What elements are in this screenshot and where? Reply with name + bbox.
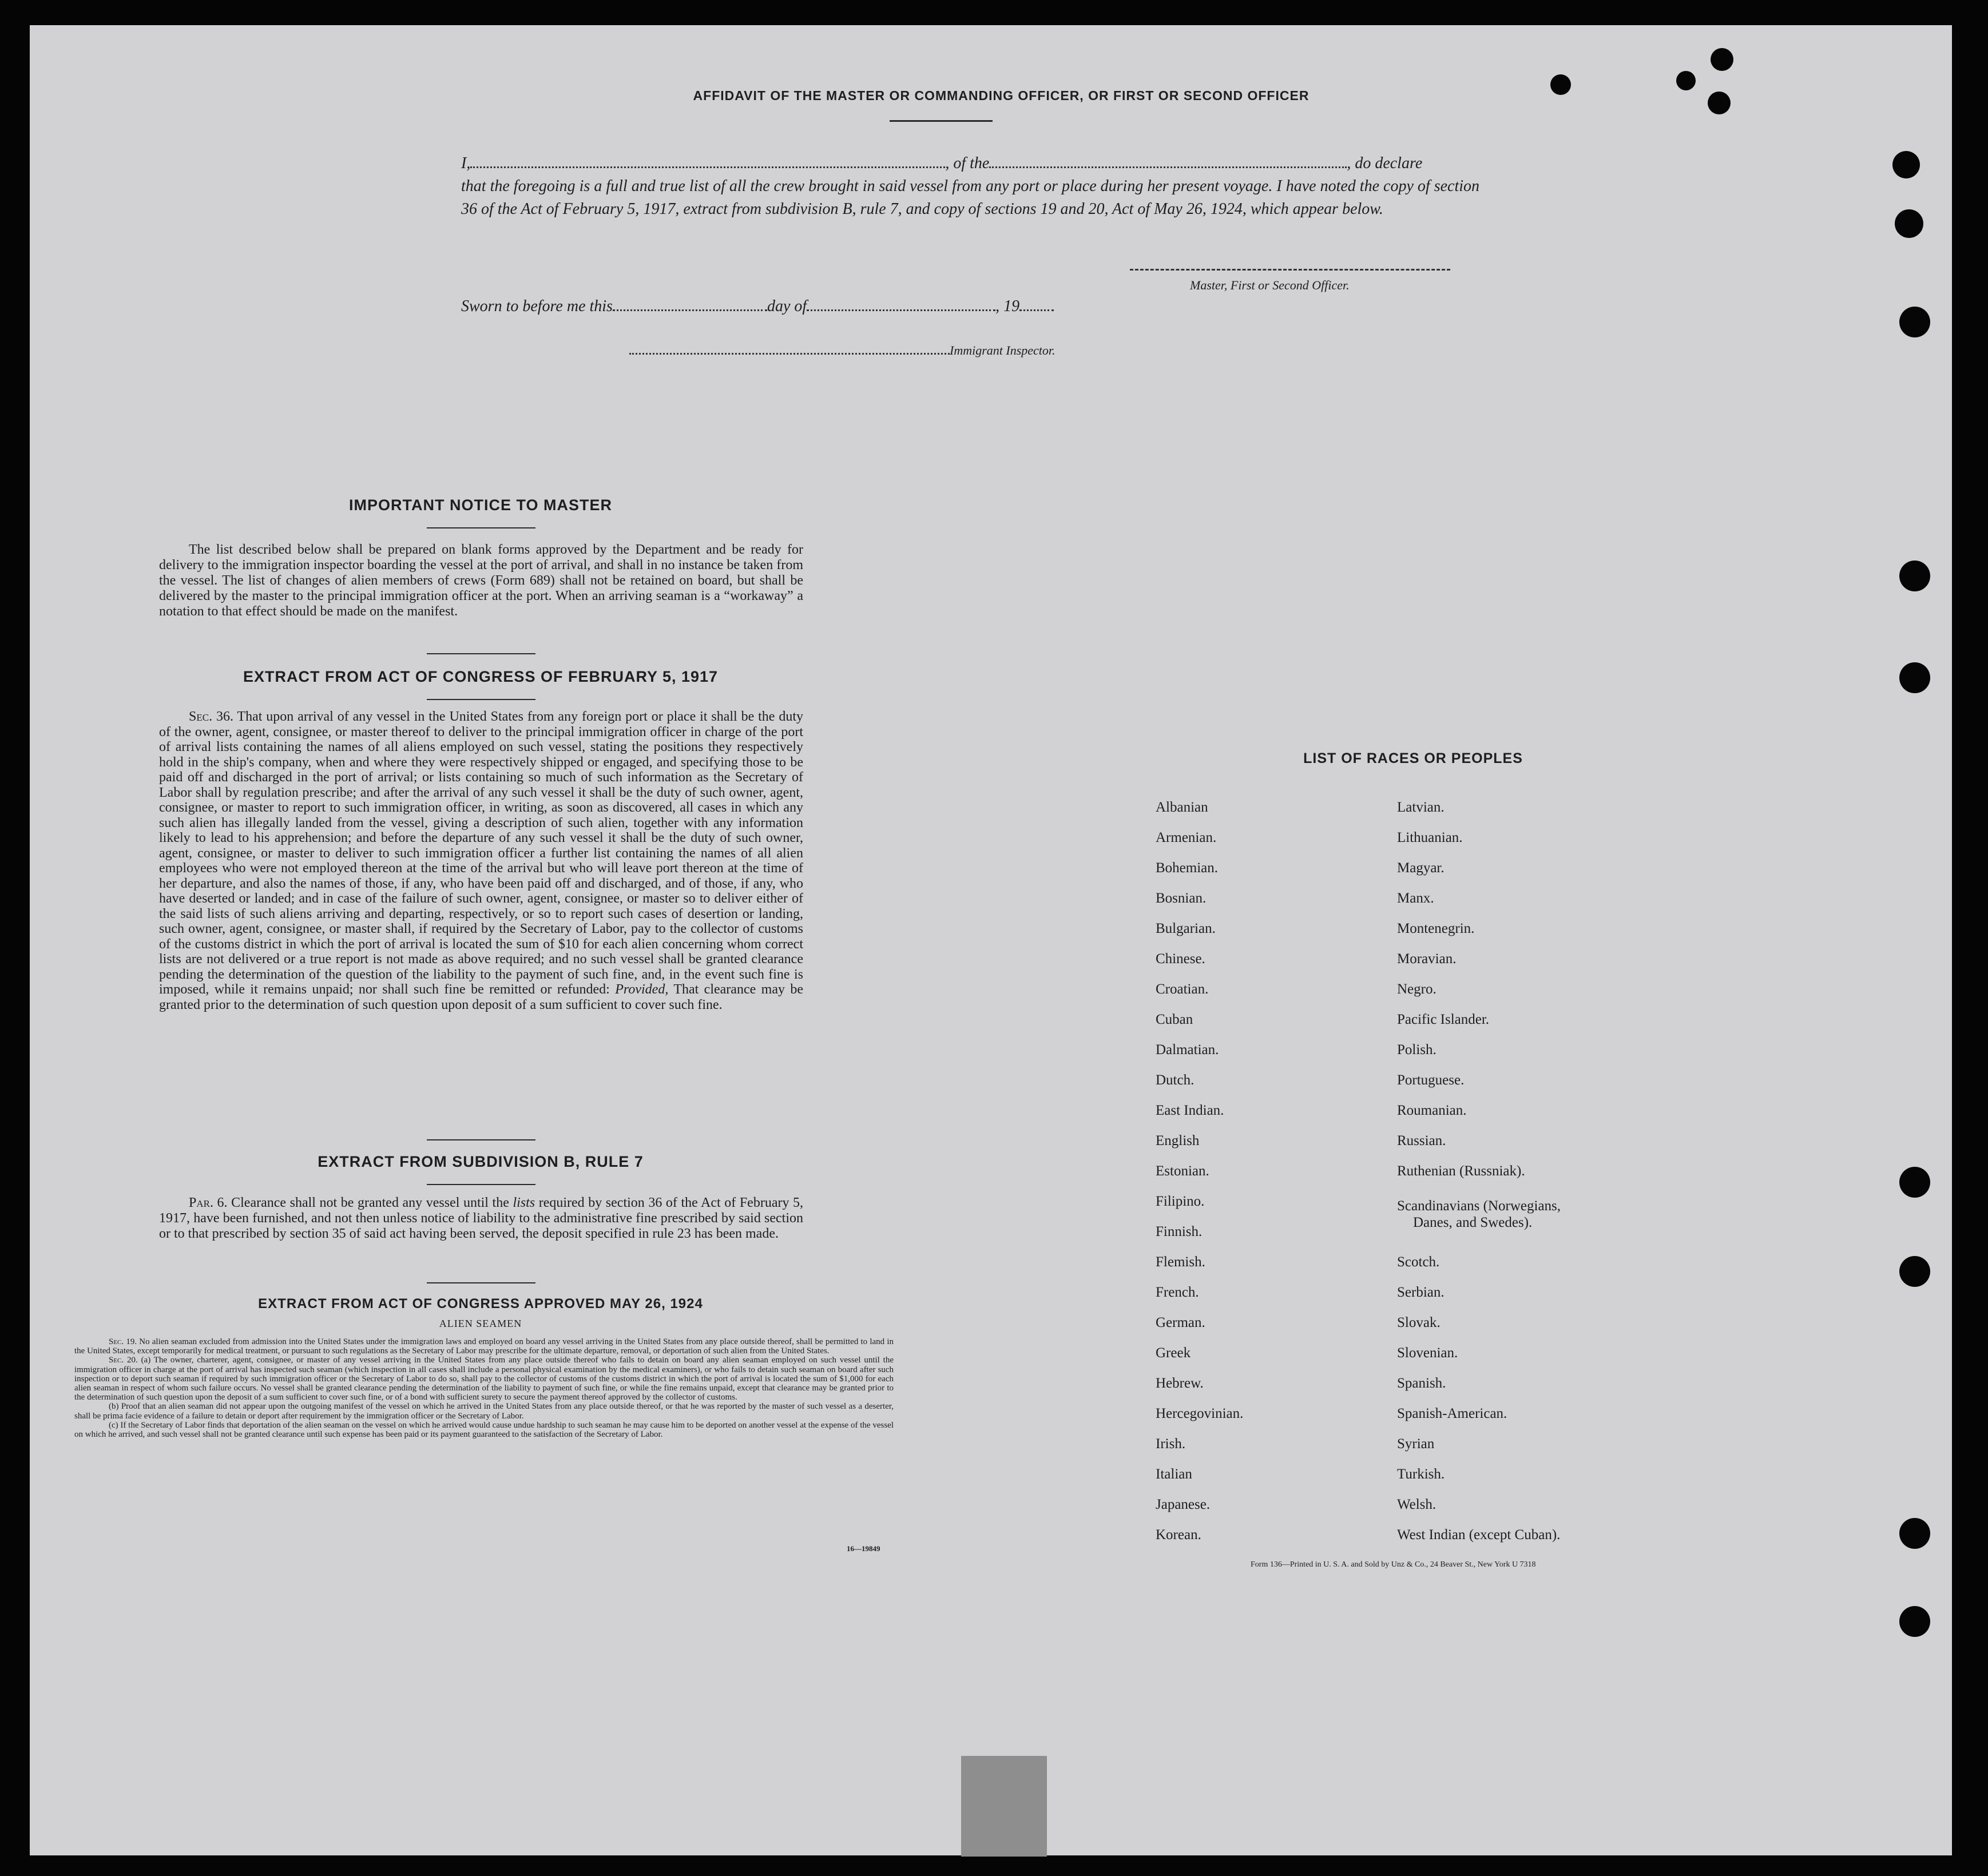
sworn-prefix: Sworn to before me this [461, 297, 613, 315]
signature-label: Master, First or Second Officer. [1190, 278, 1350, 292]
notice-title: IMPORTANT NOTICE TO MASTER [349, 496, 612, 514]
race-item: Scandinavians (Norwegians, [1397, 1198, 1561, 1214]
race-item: Italian [1156, 1466, 1192, 1482]
extract-1917-title: EXTRACT FROM ACT OF CONGRESS OF FEBRUARY 5, 1917 [243, 668, 719, 685]
sec-20a-text: (a) The owner, charterer, agent, consignee, or master of any vessel arriving in the United States from any place outside thereof who fails to detain on board any alien seaman employed on such vessel until the immigration officer in charge at the port of arrival has inspected such seaman (which inspection in all cases shall include a personal physical examination by the medical examiners), or who fails to detain such seaman on board after such inspection or to deport such seaman if required by such immigration officer or the Secretary of Labor to do so, shall pay to the collector of customs of the customs district in which the port of arrival is located the sum of $1,000 for each alien seaman in respect of whom such failure occurs. No vessel shall be granted clearance pending the determination of the liability to payment of such fine, or while the fine remains unpaid, except that clearance may be granted prior to the determination of such question upon the deposit of a sum sufficient to cover such fine, or of a bond with sufficient surety to secure the payment thereof approved by the collector of customs. [74, 1356, 894, 1402]
sec-19-label: Sec. 19. [109, 1337, 137, 1346]
race-item: Welsh. [1397, 1497, 1437, 1512]
par-6-label: Par. 6. [189, 1195, 228, 1210]
notice-end-rule [427, 653, 535, 654]
race-item: Lithuanian. [1397, 830, 1463, 845]
race-item: Danes, and Swedes). [1413, 1215, 1533, 1230]
sworn-year-field[interactable] [1019, 309, 1054, 311]
races-title: LIST OF RACES OR PEOPLES [1303, 750, 1523, 766]
race-item: Negro. [1397, 981, 1437, 997]
vessel-name-field[interactable] [989, 166, 1347, 168]
declarant-prefix: I, [461, 154, 471, 172]
race-item: Flemish. [1156, 1254, 1205, 1270]
race-item: Syrian [1397, 1436, 1435, 1452]
title-rule [890, 120, 993, 122]
declarant-name-field[interactable] [470, 166, 945, 168]
notice-rule [427, 527, 535, 528]
punch-hole [1899, 307, 1930, 337]
punch-hole [1711, 48, 1733, 71]
race-item: Chinese. [1156, 951, 1205, 967]
affidavit-declaration [461, 152, 1479, 221]
rule7-body [159, 1195, 803, 1242]
tape-remnant [961, 1756, 1047, 1857]
punch-hole [1550, 74, 1571, 95]
race-item: Pacific Islander. [1397, 1012, 1490, 1027]
punch-hole [1708, 92, 1731, 114]
par-6-text-a: Clearance shall not be granted any vessel until the [231, 1195, 509, 1210]
race-item: Dutch. [1156, 1072, 1195, 1088]
race-item: Albanian [1156, 800, 1208, 815]
race-item: Spanish. [1397, 1376, 1446, 1391]
affidavit-body: that the foregoing is a full and true list of all the crew brought in said vessel from any port or place during her present voyage. I have noted the copy of section 36 of the Act of February 5, 1917, extract from subdivision B, rule 7, and copy of sections 19 and 20, Act of May 26, 1924, which appear below. [461, 177, 1479, 218]
race-item: Greek [1156, 1345, 1191, 1361]
rule7-rule [427, 1184, 535, 1185]
race-item: Ruthenian (Russniak). [1397, 1163, 1525, 1179]
race-item: Slovenian. [1397, 1345, 1458, 1361]
race-item: Turkish. [1397, 1466, 1445, 1482]
notice-paragraph: The list described below shall be prepared on blank forms approved by the Department and be ready for delivery to the immigration inspector boarding the vessel at the port of arrival, and shall in no instance be taken from the vessel. The list of changes of alien members of crews (Form 689) shall not be retained on board, but shall be delivered by the master to the principal immigration officer at the port. When an arriving seaman is a “workaway” a notation to that effect should be made on the manifest. [159, 542, 803, 619]
race-item: Slovak. [1397, 1315, 1441, 1330]
act-1924-body [74, 1337, 894, 1439]
race-item: Polish. [1397, 1042, 1437, 1058]
provided-word: Provided, [615, 982, 669, 997]
inspector-line [629, 343, 1055, 358]
sec-36-text: That upon arrival of any vessel in the United States from any foreign port or place it shall be the duty of the owner, agent, consignee, or master thereof to deliver to the principal immigration officer in charge of the port of arrival lists containing the names of all aliens employed on such vessel, stating the positions they respectively hold in the ship's company, when and where they were respectively shipped or engaged, and specifying those to be paid off and discharged in the port of arrival; or lists containing so much of such information as the Secretary of Labor shall by regulation prescribe; and after the arrival of any such vessel it shall be the duty of such owner, agent, consignee, or master to report to such immigration officer, in writing, as soon as discovered, all cases in which any such alien has illegally landed from the vessel, giving a description of such alien, together with any information likely to lead to his apprehension; and before the departure of any such vessel it shall be the duty of such owner, agent, consignee, or master to deliver to such immigration officer a further list containing the names of all alien employees who were not employed thereon at the time of the arrival but who will leave port thereon at the time of her departure, and also the names of those, if any, who have been paid off and discharged, and of those, if any, who have deserted or landed; and in case of the failure of such owner, agent, consignee, or master so to deliver either of the said lists of such aliens arriving and departing, respectively, or so to report such cases of desertion or landing, such owner, agent, consignee, or master shall, if required by the Secretary of Labor, pay to the collector of customs of the customs district in which the port of arrival is located the sum of $10 for each alien concerning whom correct lists are not delivered or a true report is not made as above required; and no such vessel shall be granted clearance pending the determination of the question of the liability to the payment of such fine, and, in the event such fine is imposed, while it remains unpaid; nor shall such fine be remitted or refunded: [159, 709, 803, 997]
punch-hole [1899, 1518, 1930, 1549]
rule7-end-rule [427, 1282, 535, 1283]
sec-20c-text: (c) If the Secretary of Labor finds that deportation of the alien seaman on the vessel on which he arrived would cause undue hardship to such seaman he may cause him to be deported on another vessel at the expense of the vessel on which he arrived, and such vessel shall not be granted clearance until such expense has been paid or its payment guaranteed to the satisfaction of the Secretary of Labor. [74, 1420, 894, 1440]
sec-20-label: Sec. 20. [109, 1356, 138, 1365]
race-item: English [1156, 1133, 1200, 1148]
race-item: Hercegovinian. [1156, 1406, 1244, 1421]
race-item: Hebrew. [1156, 1376, 1204, 1391]
notice-body [159, 542, 803, 619]
race-item: German. [1156, 1315, 1205, 1330]
race-item: Manx. [1397, 891, 1434, 906]
race-item: French. [1156, 1285, 1199, 1300]
race-item: Armenian. [1156, 830, 1217, 845]
race-item: Bosnian. [1156, 891, 1207, 906]
punch-hole [1892, 151, 1920, 178]
race-item: Serbian. [1397, 1285, 1445, 1300]
race-item: Russian. [1397, 1133, 1446, 1148]
race-item: Korean. [1156, 1527, 1201, 1543]
race-item: Japanese. [1156, 1497, 1211, 1512]
extract-1917-body [159, 709, 803, 1012]
punch-hole [1899, 1606, 1930, 1637]
race-item: Latvian. [1397, 800, 1445, 815]
race-item: Cuban [1156, 1012, 1193, 1027]
vessel-prefix: , of the [945, 154, 990, 172]
race-item: Roumanian. [1397, 1103, 1467, 1118]
act-1924-title: EXTRACT FROM ACT OF CONGRESS APPROVED MAY 26, 1924 [258, 1296, 703, 1311]
sec-36-label: Sec. 36. [189, 709, 233, 724]
affidavit-title: AFFIDAVIT OF THE MASTER OR COMMANDING OFFICER, OR FIRST OR SECOND OFFICER [693, 88, 1310, 103]
master-signature-field[interactable] [1130, 269, 1450, 271]
punch-hole [1899, 1256, 1930, 1287]
inspector-signature-field[interactable] [629, 353, 950, 355]
punch-hole [1899, 662, 1930, 693]
race-item: Spanish-American. [1397, 1406, 1507, 1421]
sec-20b-text: (b) Proof that an alien seaman did not appear upon the outgoing manifest of the vessel on which he arrived in the United States from any place outside thereof, or that he was reported by the master of such vessel as a deserter, shall be prima facie evidence of a failure to detain or deport after requirement by the immigration officer or the Secretary of Labor. [74, 1402, 894, 1421]
race-item: West Indian (except Cuban). [1397, 1527, 1561, 1543]
race-item: Magyar. [1397, 860, 1445, 876]
par-6-text-b: required by section 36 of the Act of February 5, 1917, have been furnished, and not then unless notice of liability to the administrative fine prescribed by said section or to that prescribed by section 35 of said act having been served, the deposit specified in rule 23 has been made. [159, 1195, 804, 1241]
sworn-day-field[interactable] [613, 309, 767, 311]
race-item: Finnish. [1156, 1224, 1203, 1239]
printer-line: Form 136—Printed in U. S. A. and Sold by Unz & Co., 24 Beaver St., New York U 7318 [1251, 1560, 1536, 1569]
sworn-month-field[interactable] [807, 309, 995, 311]
sworn-line [461, 297, 1054, 316]
sworn-year-label: , 19 [995, 297, 1020, 315]
race-item: Dalmatian. [1156, 1042, 1219, 1058]
race-item: Bulgarian. [1156, 921, 1216, 936]
sec-36-text-end: That clearance may be granted prior to the determination of such question upon deposit of a sum sufficient to cover such fine. [159, 982, 804, 1012]
inspector-label: Immigrant Inspector. [950, 343, 1055, 357]
race-item: Estonian. [1156, 1163, 1209, 1179]
race-item: Bohemian. [1156, 860, 1219, 876]
rule7-title: EXTRACT FROM SUBDIVISION B, RULE 7 [318, 1153, 644, 1170]
punch-hole [1676, 71, 1696, 90]
race-item: Scotch. [1397, 1254, 1440, 1270]
declare-text: , do declare [1347, 154, 1423, 172]
punch-hole [1899, 1167, 1930, 1198]
sec-19-text: No alien seaman excluded from admission into the United States under the immigration laws and employed on board any vessel arriving in the United States from any place outside thereof, shall be permitted to land in the United States, except temporarily for medical treatment, or pursuant to such regulations as the Secretary of Labor may prescribe for the ultimate departure, removal, or deportation of such alien from the United States. [74, 1337, 894, 1356]
sworn-day-label: day of [767, 297, 807, 315]
extract-1917-end-rule [427, 1139, 535, 1140]
race-item: Portuguese. [1397, 1072, 1465, 1088]
race-item: East Indian. [1156, 1103, 1224, 1118]
race-item: Filipino. [1156, 1194, 1205, 1209]
alien-seamen-subtitle: ALIEN SEAMEN [439, 1318, 522, 1329]
race-item: Croatian. [1156, 981, 1209, 997]
lists-word: lists [513, 1195, 535, 1210]
race-item: Moravian. [1397, 951, 1457, 967]
form-code: 16—19849 [847, 1544, 880, 1553]
extract-1917-rule [427, 699, 535, 700]
race-item: Irish. [1156, 1436, 1186, 1452]
race-item: Montenegrin. [1397, 921, 1475, 936]
punch-hole [1895, 209, 1923, 238]
punch-hole [1899, 561, 1930, 591]
